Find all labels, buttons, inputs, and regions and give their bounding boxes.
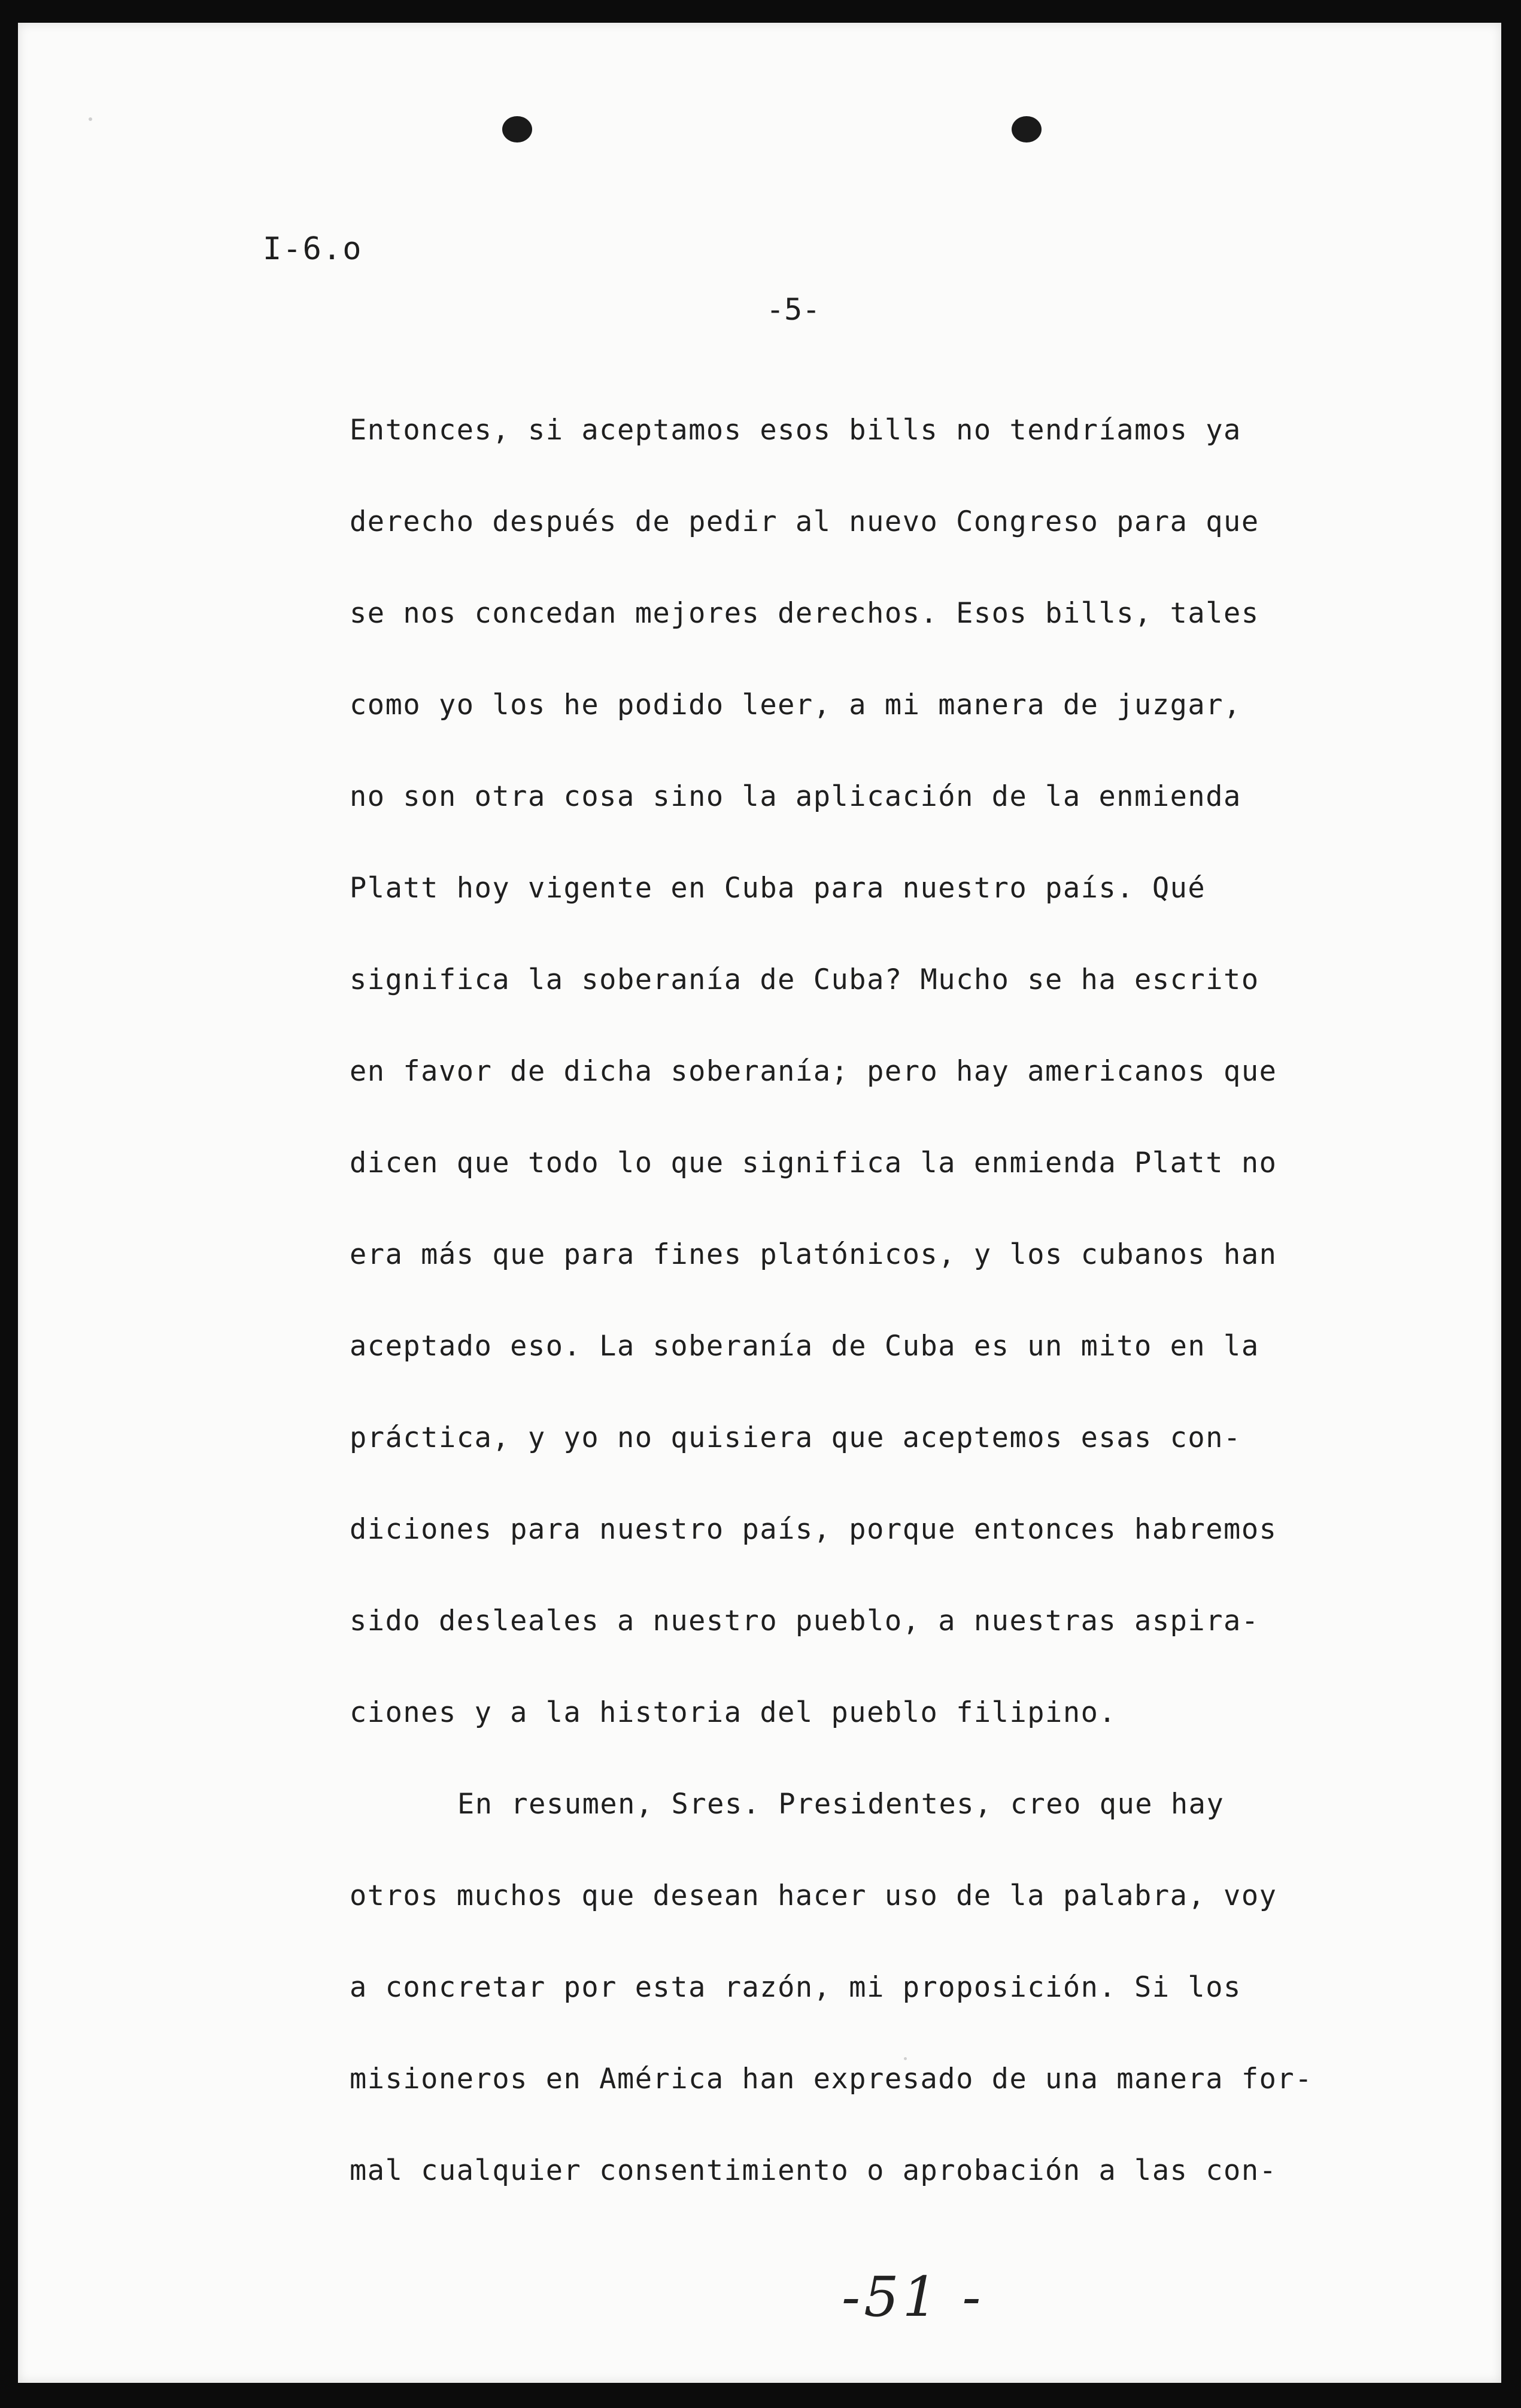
paragraph-start-line: En resumen, Sres. Presidentes, creo que hay (457, 1788, 1225, 1821)
text-line: era más que para fines platónicos, y los cubanos han (350, 1238, 1277, 1271)
text-line: dicen que todo lo que significa la enmienda Platt no (350, 1147, 1277, 1179)
punch-hole-left (502, 116, 532, 142)
text-line: se nos concedan mejores derechos. Esos bills, tales (350, 597, 1259, 630)
punch-hole-right (1012, 116, 1042, 142)
text-line: práctica, y yo no quisiera que aceptemos esas con- (350, 1421, 1241, 1454)
document-reference-code: I-6.o (263, 231, 363, 267)
text-line: como yo los he podido leer, a mi manera de juzgar, (350, 689, 1241, 721)
text-line: en favor de dicha soberanía; pero hay americanos que (350, 1055, 1277, 1088)
text-line: a concretar por esta razón, mi proposición. Si los (350, 1971, 1241, 2004)
text-line: Entonces, si aceptamos esos bills no tendríamos ya (350, 414, 1241, 447)
text-line: no son otra cosa sino la aplicación de la enmienda (350, 780, 1241, 813)
text-line: sido desleales a nuestro pueblo, a nuestras aspira- (350, 1605, 1259, 1637)
text-line: otros muchos que desean hacer uso de la palabra, voy (350, 1879, 1277, 1912)
paper-speck (89, 117, 92, 121)
text-line: aceptado eso. La soberanía de Cuba es un mito en la (350, 1330, 1259, 1363)
typed-page-number: -5- (766, 292, 821, 327)
text-line: misioneros en América han expresado de una manera for- (350, 2063, 1313, 2095)
text-line: diciones para nuestro país, porque entonces habremos (350, 1513, 1277, 1546)
text-line: significa la soberanía de Cuba? Mucho se ha escrito (350, 963, 1259, 996)
text-line: Platt hoy vigente en Cuba para nuestro país. Qué (350, 872, 1206, 905)
typed-text-body (350, 384, 1379, 2216)
text-line: derecho después de pedir al nuevo Congreso para que (350, 505, 1259, 538)
handwritten-page-number: -51 - (842, 2265, 985, 2329)
typed-page (18, 23, 1501, 2383)
text-line: ciones y a la historia del pueblo filipino. (350, 1696, 1117, 1729)
text-line: mal cualquier consentimiento o aprobación a las con- (350, 2154, 1277, 2187)
